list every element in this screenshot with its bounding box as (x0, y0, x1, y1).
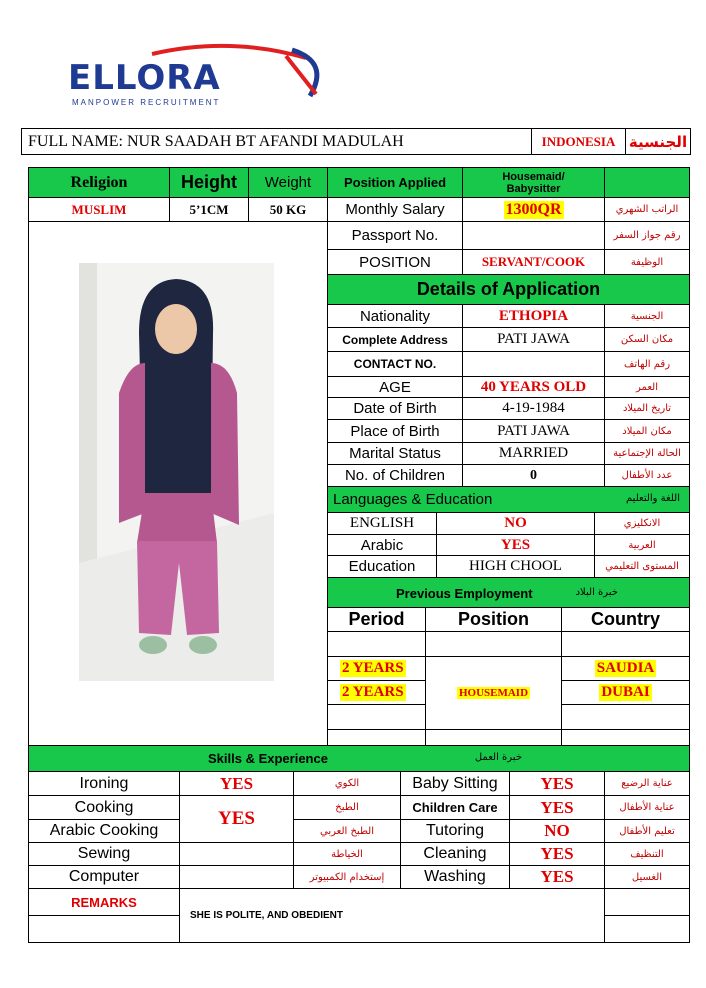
languages-title: Languages & Education (333, 491, 493, 508)
employment-country-2-cell (561, 680, 690, 705)
employment-period-2: 2 YEARS (342, 684, 404, 700)
skill-label-tutoring: Tutoring (400, 819, 510, 843)
top-header-blank (604, 167, 690, 198)
employment-country-1: SAUDIA (596, 660, 655, 676)
skill-value-ironing: YES (179, 771, 294, 796)
employment-empty-country-3 (561, 704, 690, 730)
employment-position: HOUSEMAID (458, 687, 529, 699)
remarks-value: SHE IS POLITE, AND OBEDIENT (179, 888, 605, 943)
skill-label-sewing: Sewing (28, 842, 180, 866)
detail-label-pob: Place of Birth (327, 419, 463, 443)
detail-label-children: No. of Children (327, 464, 463, 487)
remarks-empty-right-1 (604, 888, 690, 916)
employment-position-cell (425, 656, 562, 730)
weight-value: 50 KG (248, 197, 328, 222)
employment-header-period: Period (327, 607, 426, 632)
detail-ar-age: العمر (604, 376, 690, 398)
salary-value-cell (462, 197, 605, 222)
employment-title: Previous Employment (396, 586, 533, 601)
detail-label-contact: CONTACT NO. (327, 351, 463, 377)
skill-label-cleaning: Cleaning (400, 842, 510, 866)
detail-label-nationality: Nationality (327, 304, 463, 328)
skill-value-cooking-merged: YES (179, 795, 294, 843)
passport-label: Passport No. (327, 221, 463, 250)
skill-label-children-care: Children Care (400, 795, 510, 820)
passport-ar: رقم جواز السفر (604, 221, 690, 250)
height-label: Height (169, 167, 249, 198)
skill-ar-arabic-cooking: الطبخ العربي (293, 819, 401, 843)
employment-empty-position-1 (425, 631, 562, 657)
detail-ar-nationality: الجنسية (604, 304, 690, 328)
detail-label-address: Complete Address (327, 327, 463, 352)
position-label: POSITION (327, 249, 463, 275)
skill-value-tutoring: NO (509, 819, 605, 843)
detail-ar-children: عدد الأطفال (604, 464, 690, 487)
skill-value-washing: YES (509, 865, 605, 889)
lang-ar-arabic: العربية (594, 534, 690, 556)
employment-header-country: Country (561, 607, 690, 632)
skill-ar-computer: إستخدام الكمبيوتر (293, 865, 401, 889)
lang-value-education: HIGH CHOOL (436, 555, 595, 578)
height-value: 5’1CM (169, 197, 249, 222)
skill-value-cleaning: YES (509, 842, 605, 866)
detail-label-marital: Marital Status (327, 442, 463, 465)
remarks-empty-right-2 (604, 915, 690, 943)
lang-label-english: ENGLISH (327, 512, 437, 535)
skill-label-arabic-cooking: Arabic Cooking (28, 819, 180, 843)
company-logo (60, 40, 330, 112)
detail-label-age: AGE (327, 376, 463, 398)
nationality-header-ar: الجنسية (625, 128, 691, 155)
detail-value-age: 40 YEARS OLD (462, 376, 605, 398)
employment-country-1-cell (561, 656, 690, 681)
logo-tagline: MANPOWER RECRUITMENT (72, 98, 221, 107)
skill-ar-cooking: الطبخ (293, 795, 401, 820)
skill-ar-baby-sitting: عناية الرضيع (604, 771, 690, 796)
skill-value-baby-sitting: YES (509, 771, 605, 796)
lang-value-english: NO (436, 512, 595, 535)
salary-ar: الراتب الشهري (604, 197, 690, 222)
skills-title-bar (28, 745, 690, 772)
position-applied-label: Position Applied (327, 167, 463, 198)
employment-period-1: 2 YEARS (342, 660, 404, 676)
detail-value-marital: MARRIED (462, 442, 605, 465)
full-name: FULL NAME: NUR SAADAH BT AFANDI MADULAH (21, 128, 532, 155)
detail-value-nationality: ETHOPIA (462, 304, 605, 328)
skill-value-children-care: YES (509, 795, 605, 820)
skill-ar-tutoring: تعليم الأطفال (604, 819, 690, 843)
remarks-empty-left (28, 915, 180, 943)
employment-empty-period-3 (327, 704, 426, 730)
employment-country-2: DUBAI (601, 684, 650, 700)
position-value: SERVANT/COOK (462, 249, 605, 275)
skill-label-washing: Washing (400, 865, 510, 889)
skill-value-sewing (179, 842, 294, 866)
skill-ar-children-care: عناية الأطفال (604, 795, 690, 820)
skill-label-computer: Computer (28, 865, 180, 889)
nationality-header-value: INDONESIA (531, 128, 626, 155)
skill-ar-cleaning: التنظيف (604, 842, 690, 866)
employment-empty-country-4 (561, 729, 690, 746)
skill-ar-washing: الغسيل (604, 865, 690, 889)
skill-label-baby-sitting: Baby Sitting (400, 771, 510, 796)
detail-ar-dob: تاريخ الميلاد (604, 397, 690, 420)
employment-empty-period-1 (327, 631, 426, 657)
position-applied-value: Housemaid/ Babysitter (462, 167, 605, 198)
skills-title-ar: خبرة العمل (474, 752, 522, 763)
employment-header-position: Position (425, 607, 562, 632)
lang-ar-english: الانكليزي (594, 512, 690, 535)
skill-label-ironing: Ironing (28, 771, 180, 796)
detail-label-dob: Date of Birth (327, 397, 463, 420)
salary-value: 1300QR (505, 200, 562, 218)
employment-period-2-cell (327, 680, 426, 705)
detail-value-contact (462, 351, 605, 377)
lang-label-education: Education (327, 555, 437, 578)
skill-ar-ironing: الكوي (293, 771, 401, 796)
employment-empty-period-4 (327, 729, 426, 746)
employment-title-ar: خبرة البلاد (575, 587, 618, 598)
lang-value-arabic: YES (436, 534, 595, 556)
religion-label: Religion (28, 167, 170, 198)
skill-label-cooking: Cooking (28, 795, 180, 820)
employment-empty-position-4 (425, 729, 562, 746)
skill-value-computer (179, 865, 294, 889)
lang-label-arabic: Arabic (327, 534, 437, 556)
detail-ar-pob: مكان الميلاد (604, 419, 690, 443)
salary-label: Monthly Salary (327, 197, 463, 222)
detail-value-pob: PATI JAWA (462, 419, 605, 443)
detail-value-children: 0 (462, 464, 605, 487)
detail-value-dob: 4-19-1984 (462, 397, 605, 420)
religion-value: MUSLIM (28, 197, 170, 222)
details-section-title: Details of Application (327, 274, 690, 305)
detail-ar-address: مكان السكن (604, 327, 690, 352)
lang-ar-education: المستوى التعليمي (594, 555, 690, 578)
passport-value (462, 221, 605, 250)
candidate-photo (79, 263, 274, 681)
detail-ar-contact: رقم الهاتف (604, 351, 690, 377)
employment-empty-country-1 (561, 631, 690, 657)
languages-title-ar: اللغة والتعليم (626, 493, 680, 504)
detail-ar-marital: الحالة الإجتماعية (604, 442, 690, 465)
logo-name: ELLORA (68, 58, 221, 98)
employment-period-1-cell (327, 656, 426, 681)
position-ar: الوظيفة (604, 249, 690, 275)
remarks-label: REMARKS (28, 888, 180, 916)
weight-label: Weight (248, 167, 328, 198)
skills-title: Skills & Experience (208, 751, 328, 766)
detail-value-address: PATI JAWA (462, 327, 605, 352)
skill-ar-sewing: الخياطة (293, 842, 401, 866)
